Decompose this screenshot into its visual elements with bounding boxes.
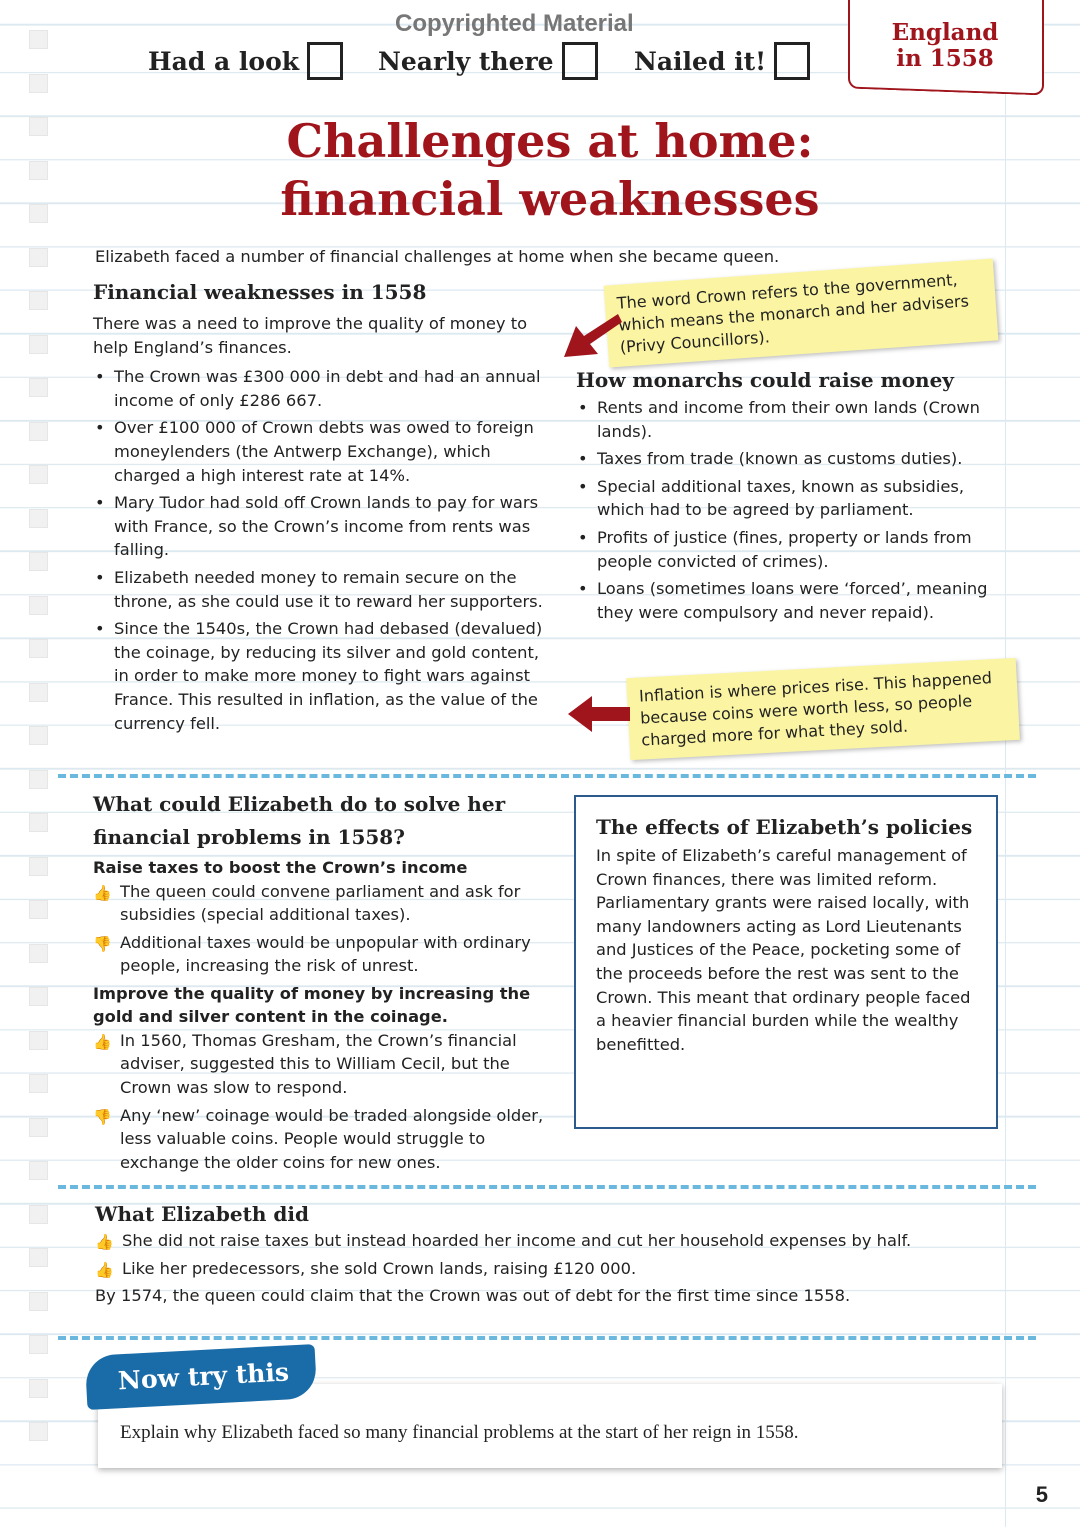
check-label: Nailed it! [634,46,767,76]
list-item [93,931,563,978]
list-item-text: The queen could convene parliament and ask for subsidies (special additional taxes). [120,881,521,925]
note-inflation: Inflation is where prices rise. This happened because coins were worth less, so people charged more for what they sold. [626,658,1020,760]
margin-square [29,465,48,484]
margin-square [29,1248,48,1267]
monarchs-list [576,396,996,624]
margin-square [29,1031,48,1050]
list-item [95,1229,1015,1253]
margin-square [29,1205,48,1224]
margin-square [29,1335,48,1354]
list-item [93,365,558,412]
list-item-text: Elizabeth needed money to remain secure on the throne, as she could use it to reward her supporters. [114,567,543,611]
arrow-left-icon [568,694,630,734]
arrow-left-icon [562,312,622,362]
solve-section [93,788,563,1178]
check-label: Nearly there [378,46,554,76]
margin-square [29,291,48,310]
margin-square [29,1379,48,1398]
weaknesses-heading: Financial weaknesses in 1558 [93,280,427,304]
thumbs-down-icon: 👎 [93,1107,112,1126]
checkbox[interactable] [774,42,810,80]
list-item [93,1104,563,1175]
margin-square [29,770,48,789]
divider [58,774,1036,778]
thumbs-up-icon: 👍 [93,883,112,902]
list-item [93,880,563,927]
list-item-text: Over £100 000 of Crown debts was owed to foreign moneylenders (the Antwerp Exchange), which charged a high interest rate at 14%. [114,418,534,485]
option-list [93,880,563,978]
list-item [93,491,558,562]
check-label: Had a look [148,46,300,76]
check-nearly-there[interactable] [378,42,598,80]
margin-square [29,1292,48,1311]
effects-box [574,795,998,1129]
did-heading: What Elizabeth did [95,1202,309,1226]
list-item-text: Taxes from trade (known as customs duties). [597,449,963,469]
list-item [95,1257,1015,1281]
list-item [93,617,558,735]
solve-heading: What could Elizabeth do to solve her financial problems in 1558? [93,792,506,849]
divider [58,1336,1036,1340]
monarchs-heading: How monarchs could raise money [576,368,954,392]
list-item-text: The Crown was £300 000 in debt and had an annual income of only £286 667. [114,367,541,410]
list-item-text: Like her predecessors, she sold Crown lands, raising £120 000. [122,1258,637,1278]
list-item-text: Any ‘new’ coinage would be traded alongside older, less valuable coins. People would struggle to exchange the older coins for new ones. [120,1105,544,1172]
list-item [576,396,996,443]
option-title: Raise taxes to boost the Crown’s income [93,858,468,877]
margin-square [29,813,48,832]
page-number: 5 [1035,1482,1048,1507]
option-title: Improve the quality of money by increasing the gold and silver content in the coinage. [93,983,531,1027]
option-list [93,1029,563,1175]
margin-square [29,1118,48,1137]
margin-square [29,248,48,267]
margin-square [29,596,48,615]
effects-body: In spite of Elizabeth’s careful management of Crown finances, there was limited reform. Parliamentary grants were raised locally, with many landowners acting as Lord Lieutenants and Justices of the Peace, pocketing some of the proceeds before the rest was sent to the Crown. This meant that ordinary people faced a heavier financial burden while the wealthy benefitted. [596,846,971,1054]
thumbs-up-icon: 👍 [95,1260,114,1279]
list-item-text: Special additional taxes, known as subsidies, which had to be agreed by parliament. [597,476,965,520]
list-item [576,526,996,573]
margin-square [29,683,48,702]
list-item-text: Since the 1540s, the Crown had debased (devalued) the coinage, by reducing its silver and gold content, in order to make more money to fight wars against France. This resulted in inflation, as the value of the currency fell. [114,619,543,733]
did-conclusion: By 1574, the queen could claim that the Crown was out of debt for the first time since 1558. [95,1286,851,1306]
margin-square [29,30,48,49]
margin-square [29,1074,48,1093]
thumbs-up-icon: 👍 [93,1032,112,1051]
margin-square [29,726,48,745]
checkbox[interactable] [307,42,343,80]
check-nailed-it[interactable] [634,42,810,80]
intro: Elizabeth faced a number of financial challenges at home when she became queen. [95,247,780,266]
weaknesses-lead: There was a need to improve the quality of money to help England’s finances. [93,314,528,357]
divider [58,1185,1036,1189]
list-item-text: Mary Tudor had sold off Crown lands to pay for wars with France, so the Crown’s income from rents was falling. [114,493,539,560]
list-item-text: Rents and income from their own lands (Crown lands). [597,398,980,441]
effects-heading: The effects of Elizabeth’s policies [596,815,973,839]
watermark: Copyrighted Material [395,10,634,37]
list-item [576,577,996,624]
margin-square [29,74,48,93]
list-item [576,475,996,522]
check-had-a-look[interactable] [148,42,343,80]
list-item-text: She did not raise taxes but instead hoarded her income and cut her household expenses by half. [122,1231,912,1250]
list-item-text: In 1560, Thomas Gresham, the Crown’s financial adviser, suggested this to William Cecil, but the Crown was slow to respond. [120,1030,517,1098]
weaknesses-section [93,276,558,739]
list-item [576,447,996,471]
topic-tab-label: England in 1558 [891,19,999,72]
now-try-this-label: Now try this [85,1344,318,1410]
margin-square [29,987,48,1006]
margin-square [29,335,48,354]
margin-square [29,552,48,571]
list-item [93,1029,563,1100]
did-section [95,1199,1015,1308]
note-crown: The word Crown refers to the government, which means the monarch and her advisers (Privy Councillors). [604,258,999,367]
margin-square [29,422,48,441]
margin-square [29,1422,48,1441]
margin-square [29,509,48,528]
checkbox[interactable] [562,42,598,80]
list-item [93,566,558,613]
list-item-text: Additional taxes would be unpopular with ordinary people, increasing the risk of unrest. [120,932,531,976]
list-item-text: Profits of justice (fines, property or lands from people convicted of crimes). [597,527,972,571]
thumbs-down-icon: 👎 [93,934,112,953]
list-item [93,416,558,487]
margin-square [29,1161,48,1180]
margin-square [29,857,48,876]
monarchs-section [576,364,996,628]
now-try-this-question: Explain why Elizabeth faced so many financial problems at the start of her reign in 1558. [98,1384,1002,1468]
thumbs-up-icon: 👍 [95,1233,114,1251]
margin-square [29,944,48,963]
weaknesses-list [93,365,558,735]
page-title: Challenges at home: financial weaknesses [280,114,820,226]
margin-square [29,378,48,397]
list-item-text: Loans (sometimes loans were ‘forced’, meaning they were compulsory and never repaid). [597,579,988,622]
margin-square [29,900,48,919]
margin-square [29,639,48,658]
